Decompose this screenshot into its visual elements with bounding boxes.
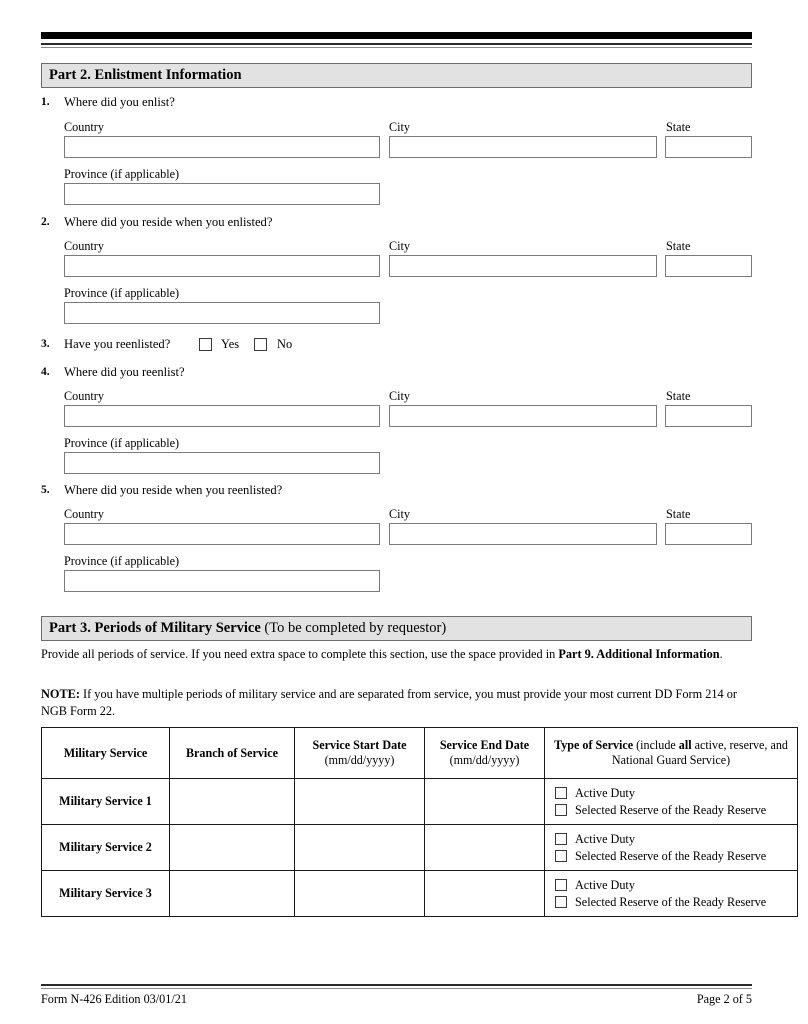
part2-header-label: Part 2. Enlistment Information [49,67,242,83]
q2-state-input[interactable] [665,255,752,277]
row-2-end-date-input[interactable] [425,825,545,871]
q4-state-label: State [666,389,691,403]
table-row [42,871,798,917]
q2-country-input[interactable] [64,255,380,277]
q4-city-label: City [389,389,410,403]
row-2-type-of-service-cell [545,825,798,871]
type-of-service-note-b: active, reserve, and National Guard Service) [611,738,788,767]
question-2-text: Where did you reside when you enlisted? [64,215,273,229]
top-rule-hair [41,47,752,48]
q4-country-label: Country [64,389,104,403]
footer-rule-thin [41,988,752,989]
q3-no-checkbox[interactable] [254,338,267,351]
top-rule-thick [41,32,752,39]
question-5-number: 5. [41,484,50,496]
row-1-type-of-service-cell [545,779,798,825]
table-body [42,779,798,917]
q5-country-label: Country [64,507,104,521]
question-2-number: 2. [41,216,50,228]
question-5-text: Where did you reside when you reenlisted? [64,483,283,497]
q5-province-label: Province (if applicable) [64,554,180,568]
question-4-number: 4. [41,366,50,378]
part3-header-paren: (To be completed by requestor) [260,620,447,636]
row-label-service-2: Military Service 2 [42,825,170,871]
q2-province-label: Province (if applicable) [64,286,180,300]
row-1-selected-reserve-option[interactable] [555,802,797,819]
row-3-start-date-input[interactable] [295,871,425,917]
q5-city-label: City [389,507,410,521]
row-3-selected-reserve-label: Selected Reserve of the Ready Reserve [575,894,767,909]
row-2-active-duty-label: Active Duty [575,831,635,846]
end-date-format: (mm/dd/yyyy) [449,753,520,767]
part3-note-text: If you have multiple periods of military service and are separated from service, you must provide your most current DD Form 214 or NGB Form 22. [41,687,737,718]
top-rule-thin [41,43,752,45]
question-3-text: Have you reenlisted? [64,337,171,351]
q1-province-label: Province (if applicable) [64,167,180,181]
part3-paragraph-lead: Provide all periods of service. If you need extra space to complete this section, use the space provided in [41,647,559,661]
row-1-active-duty-label: Active Duty [575,785,635,800]
checkbox-icon[interactable] [555,879,567,891]
q4-province-input[interactable] [64,452,380,474]
col-header-service-start-date [295,728,425,779]
col-header-branch-of-service: Branch of Service [170,728,295,779]
row-3-selected-reserve-option[interactable] [555,894,797,911]
q1-state-label: State [666,120,691,134]
question-4-text: Where did you reenlist? [64,365,185,379]
row-2-active-duty-option[interactable] [555,831,797,848]
type-of-service-title: Type of Service [554,738,634,752]
q3-no-label: No [277,337,293,351]
q2-province-input[interactable] [64,302,380,324]
row-1-active-duty-option[interactable] [555,785,797,802]
q2-state-label: State [666,239,691,253]
part3-instruction-paragraph [41,646,755,663]
q3-yes-checkbox[interactable] [199,338,212,351]
table-row [42,825,798,871]
checkbox-icon[interactable] [555,850,567,862]
row-2-selected-reserve-label: Selected Reserve of the Ready Reserve [575,848,767,863]
footer-form-id: Form N-426 Edition 03/01/21 [41,992,187,1006]
table-header-row-group [42,728,798,779]
question-3-number: 3. [41,338,50,350]
q1-city-label: City [389,120,410,134]
q1-country-label: Country [64,120,104,134]
q4-city-input[interactable] [389,405,657,427]
type-of-service-note-a: (include [633,738,679,752]
type-of-service-note-all: all [678,738,692,752]
q2-city-label: City [389,239,410,253]
q5-state-label: State [666,507,691,521]
checkbox-icon[interactable] [555,833,567,845]
part3-header-label: Part 3. Periods of Military Service [49,620,261,636]
q5-city-input[interactable] [389,523,657,545]
question-1-text: Where did you enlist? [64,95,175,109]
part3-paragraph-tail: . [719,647,723,661]
row-1-selected-reserve-label: Selected Reserve of the Ready Reserve [575,802,767,817]
col-header-type-of-service [545,728,798,779]
footer-page-number: Page 2 of 5 [696,992,752,1006]
part3-header-bar [41,616,752,641]
q3-yes-label: Yes [221,337,240,351]
start-date-format: (mm/dd/yyyy) [324,753,395,767]
q4-state-input[interactable] [665,405,752,427]
q2-country-label: Country [64,239,104,253]
part2-header-bar [41,63,752,88]
row-label-service-1: Military Service 1 [42,779,170,825]
col-header-military-service: Military Service [42,728,170,779]
row-3-type-of-service-cell [545,871,798,917]
part3-paragraph-reference: Part 9. Additional Information [558,647,720,661]
row-label-service-3: Military Service 3 [42,871,170,917]
q5-country-input[interactable] [64,523,380,545]
q5-province-input[interactable] [64,570,380,592]
q4-country-input[interactable] [64,405,380,427]
end-date-main: Service End Date [439,738,530,752]
row-2-branch-input[interactable] [170,825,295,871]
start-date-main: Service Start Date [312,738,407,752]
footer-rule-thick [41,984,752,986]
question-1-number: 1. [41,96,50,108]
table-header-row [42,728,798,779]
row-3-branch-input[interactable] [170,871,295,917]
q1-state-input[interactable] [665,136,752,158]
military-service-table [41,727,798,917]
part3-note-label: NOTE: [41,687,80,701]
q1-province-input[interactable] [64,183,380,205]
row-1-branch-input[interactable] [170,779,295,825]
q1-country-input[interactable] [64,136,380,158]
checkbox-icon[interactable] [555,787,567,799]
table-row [42,779,798,825]
row-1-end-date-input[interactable] [425,779,545,825]
row-3-active-duty-option[interactable] [555,877,797,894]
row-2-selected-reserve-option[interactable] [555,848,797,865]
part3-note-paragraph [41,686,755,719]
q4-province-label: Province (if applicable) [64,436,180,450]
row-1-start-date-input[interactable] [295,779,425,825]
checkbox-icon[interactable] [555,896,567,908]
col-header-service-end-date [425,728,545,779]
q1-city-input[interactable] [389,136,657,158]
q2-city-input[interactable] [389,255,657,277]
q5-state-input[interactable] [665,523,752,545]
checkbox-icon[interactable] [555,804,567,816]
row-3-end-date-input[interactable] [425,871,545,917]
row-3-active-duty-label: Active Duty [575,877,635,892]
row-2-start-date-input[interactable] [295,825,425,871]
